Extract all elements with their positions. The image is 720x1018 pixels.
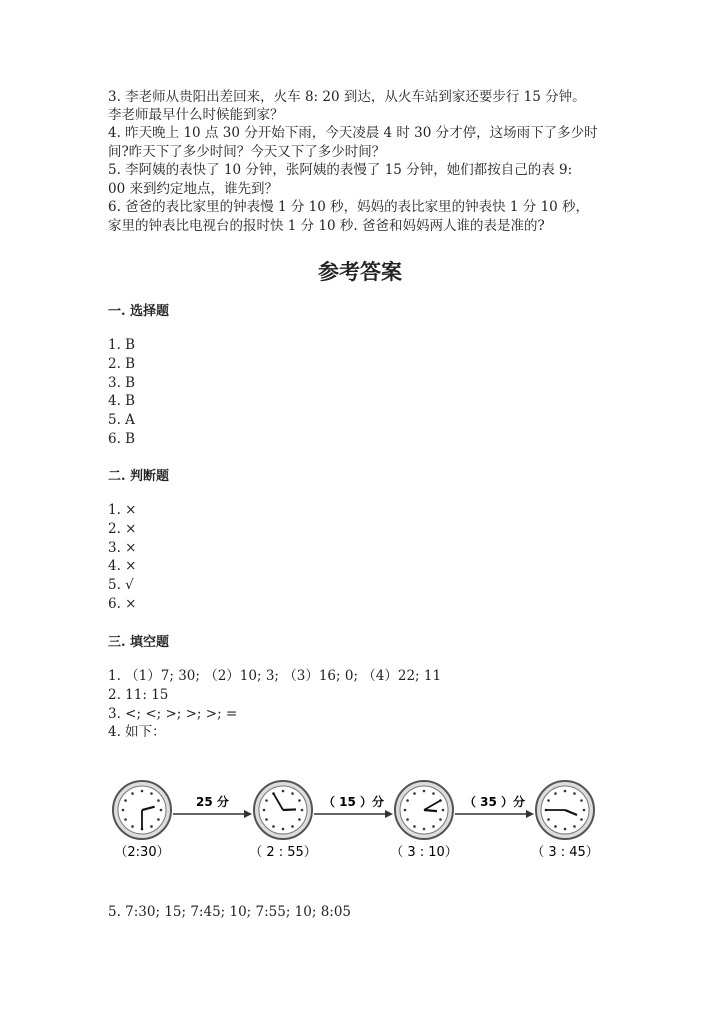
question-line: 6. 爸爸的表比家里的钟表慢 1 分 10 秒，妈妈的表比家里的钟表快 1 分 10 秒， xyxy=(108,199,590,215)
answer-item: 1. B xyxy=(108,337,136,353)
clock-icon xyxy=(536,781,594,839)
clock-time-label: （2:30） xyxy=(114,845,170,860)
arrow-label: （ 35 ）分 xyxy=(463,795,526,809)
arrow-label: 25 分 xyxy=(196,795,229,809)
answer-item: 2. 11: 15 xyxy=(108,686,169,703)
answer-item: 3. × xyxy=(108,539,137,556)
answer-item: 1. （1）7; 30; （2）10; 3; （3）16; 0; （4）22; 11 xyxy=(108,668,442,684)
question-line: 李老师最早什么时候能到家？ xyxy=(108,107,284,123)
clock-icon xyxy=(395,781,453,839)
question-line: 00 来到约定地点，谁先到？ xyxy=(108,181,278,197)
question-line: 3. 李老师从贵阳出差回来，火车 8: 20 到达，从火车站到家还要步行 15 分钟。 xyxy=(108,89,586,105)
question-line: 家里的钟表比电视台的报时快 1 分 10 秒. 爸爸和妈妈两人谁的表是准的? xyxy=(108,218,545,234)
clock-icon xyxy=(254,781,312,839)
answer-item: 2. B xyxy=(108,355,136,372)
answer-item: 5. A xyxy=(108,412,135,429)
hour-hand xyxy=(424,810,437,811)
answer-item: 4. 如下： xyxy=(108,724,166,741)
question-line: 间?昨天下了多少时间？今天又下了多少时间？ xyxy=(108,144,386,160)
arrow-head xyxy=(244,810,252,818)
question-line: 4. 昨天晚上 10 点 30 分开始下雨，今天凌晨 4 时 30 分才停，这场雨下了多少时 xyxy=(108,125,598,141)
arrow-label: （ 15 ）分 xyxy=(322,795,385,809)
section-heading: 一. 选择题 xyxy=(108,304,170,319)
answer-item: 5. √ xyxy=(108,577,134,594)
question-line: 5. 李阿姨的表快了 10 分钟，张阿姨的表慢了 15 分钟，她们都按自己的表 9: xyxy=(108,162,573,178)
hour-hand xyxy=(283,809,296,810)
answer-title: 参考答案 xyxy=(318,259,402,284)
arrow-head xyxy=(526,810,534,818)
answer-item: 6. × xyxy=(108,596,137,612)
answer-item: 4. × xyxy=(108,558,137,575)
answer-item: 3. <; <; >; >; >; = xyxy=(108,705,238,722)
answer-item: 3. B xyxy=(108,374,136,391)
answer-item: 1. × xyxy=(108,502,137,518)
answer-5: 5. 7:30; 15; 7:45; 10; 7:55; 10; 8:05 xyxy=(108,904,352,920)
clock-icon xyxy=(113,781,171,839)
section-heading: 三. 填空题 xyxy=(108,635,170,650)
answer-item: 2. × xyxy=(108,520,137,537)
answer-item: 6. B xyxy=(108,431,136,447)
clock-time-label: （ 3 : 45） xyxy=(531,845,599,860)
arrow-head xyxy=(385,810,393,818)
clock-time-label: （ 2 : 55） xyxy=(249,845,317,860)
clock-time-label: （ 3 : 10） xyxy=(390,845,458,860)
section-heading: 二. 判断题 xyxy=(108,469,170,484)
answer-item: 4. B xyxy=(108,393,136,410)
